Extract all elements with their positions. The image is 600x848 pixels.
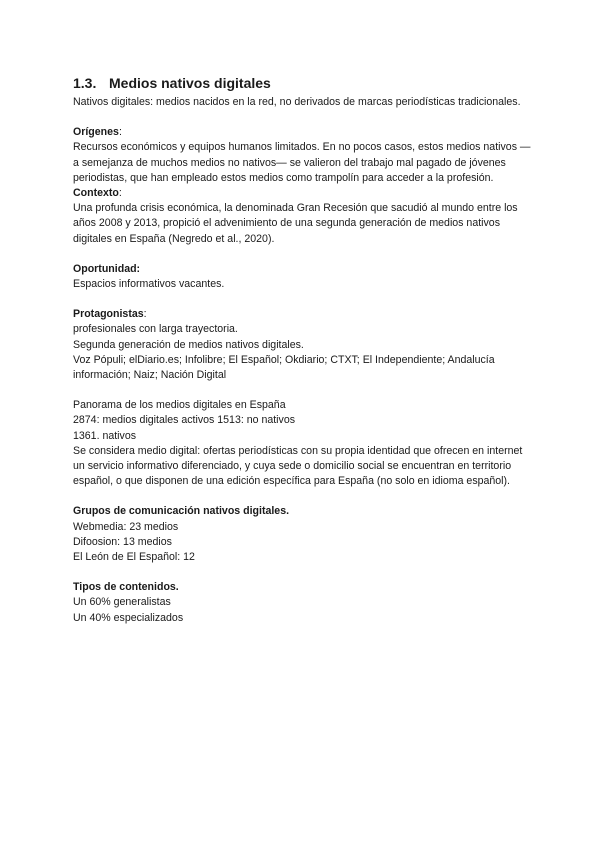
tipos-line: Un 40% especializados xyxy=(73,611,184,624)
tipos-heading: Tipos de contenidos. xyxy=(73,581,179,594)
oportunidad-text: Espacios informativos vacantes. xyxy=(73,278,225,291)
document-page xyxy=(73,74,533,626)
section-title: Medios nativos digitales xyxy=(109,75,271,91)
panorama-title: Panorama de los medios digitales en España xyxy=(73,399,286,412)
section-number: 1.3. xyxy=(73,75,97,91)
panorama-definition: Se considera medio digital: ofertas periodísticas con su propia identidad que ofrecen en internet un servicio informativo diferenciado, y cuya sede o domicilio social se encuentran en territorio español, o que disponen de una edición específica para España (no solo en idioma español). xyxy=(73,444,523,488)
panorama-nativos: 1361. nativos xyxy=(73,429,137,442)
grupos-line: Webmedia: 23 medios xyxy=(73,520,179,533)
section-heading xyxy=(73,74,533,92)
section-intro: Nativos digitales: medios nacidos en la red, no derivados de marcas periodísticas tradicionales. xyxy=(73,96,521,108)
panorama-stats: 2874: medios digitales activos 1513: no nativos xyxy=(73,414,296,427)
grupos-heading: Grupos de comunicación nativos digitales. xyxy=(73,505,290,518)
protagonistas-heading: Protagonistas: xyxy=(73,308,147,321)
contexto-heading: Contexto: xyxy=(73,187,122,200)
oportunidad-heading: Oportunidad: xyxy=(73,262,141,275)
origenes-text: Recursos económicos y equipos humanos limitados. En no pocos casos, estos medios nativos —a semejanza de muchos medios no nativos— se valieron del trabajo mal pagado de jóvenes periodistas, que han empleado estos medios como trampolín para acceder a la profesión. xyxy=(73,141,531,184)
contexto-text: Una profunda crisis económica, la denominada Gran Recesión que sacudió al mundo entre los años 2008 y 2013, propició el advenimiento de una segunda generación de medios nativos digitales en España (Negredo et al., 2020). xyxy=(73,202,518,245)
grupos-line: Difoosion: 13 medios xyxy=(73,535,172,548)
protagonistas-line: Segunda generación de medios nativos digitales. xyxy=(73,338,304,351)
tipos-line: Un 60% generalistas xyxy=(73,596,171,609)
protagonistas-line: profesionales con larga trayectoria. xyxy=(73,323,238,336)
protagonistas-media-list: Voz Pópuli; elDiario.es; Infolibre; El Español; Okdiario; CTXT; El Independiente; Andalucía información; Naiz; Nación Digital xyxy=(73,353,495,382)
grupos-line: El León de El Español: 12 xyxy=(73,551,195,564)
origenes-heading: Orígenes: xyxy=(73,126,122,139)
